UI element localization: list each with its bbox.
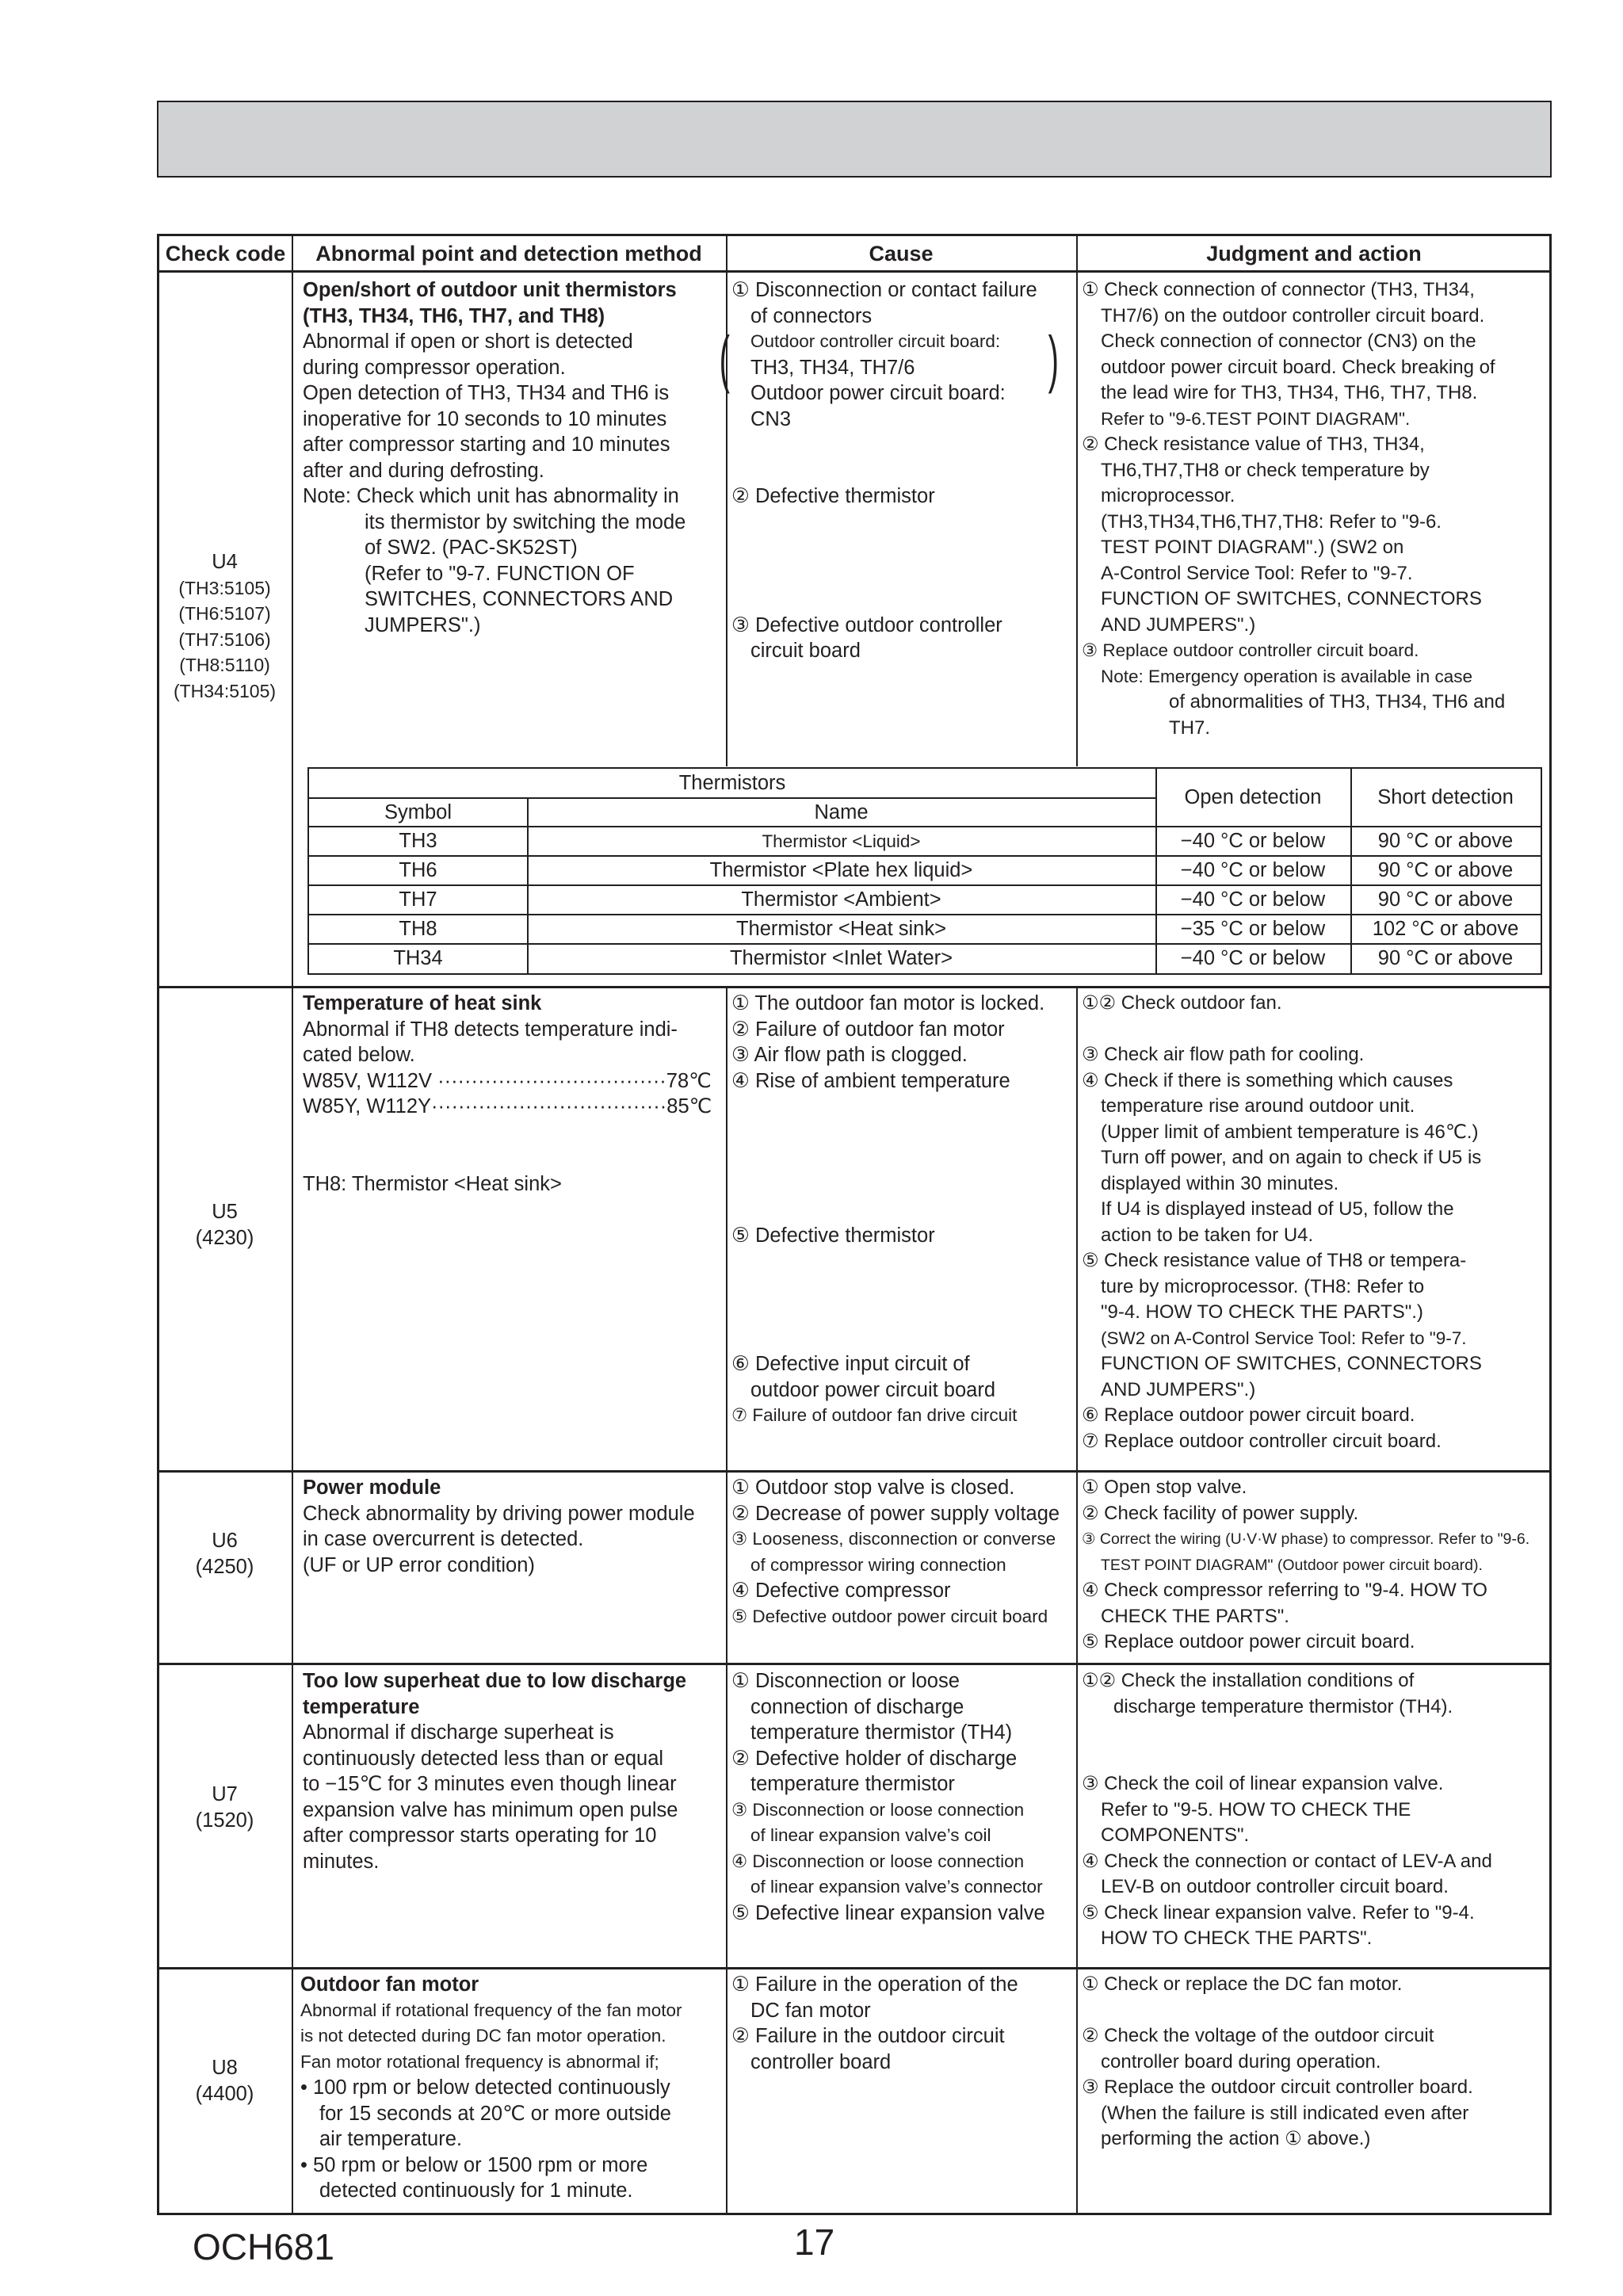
u7-check-code: U7 (1520) — [195, 1783, 254, 1832]
thermistors-group-header: Thermistors — [678, 772, 786, 794]
u8-judgment: ① Check or replace the DC fan motor. ② Check the voltage of the outdoor circuit controller board during operation. ③ Replace the outdoor circuit controller board. (When the failure is still indicated even after performing the action ① above.) — [1082, 1973, 1473, 2149]
col-divider — [726, 988, 727, 2215]
u6-check-code: U6 (4250) — [195, 1530, 254, 1578]
u4-abnormal: Open/short of outdoor unit thermistors (TH3, TH34, TH6, TH7, and TH8) Abnormal if open or short is detected during compressor operation. Open detection of TH3, TH34 and TH6 is inoperative for 10 seconds to 10 minutes after compressor starting and 10 minutes after and during defrosting. Note: Check which unit has abnormality in its thermistor by switching the mode of SW2. (PAC-SK52ST) (Refer to "9-7. FUNCTION OF SWITCHES, CONNECTORS AND JUMPERS".) — [303, 279, 686, 636]
u5-abnormal: Temperature of heat sink Abnormal if TH8 detects temperature indi- cated below. W85V, W112V ··································78℃ W85Y, W112Y···································85℃ TH8: Thermistor <Heat sink> — [303, 992, 712, 1195]
section-title-band — [157, 101, 1552, 178]
u4-judgment: ① Check connection of connector (TH3, TH34, TH7/6) on the outdoor controller circuit board. Check connection of connector (CN3) on the outdoor power circuit board. Check breaking of the lead wire for TH3, TH34, TH6, TH7, TH8. Refer to "9-6.TEST POINT DIAGRAM". ② Check resistance value of TH3, TH34, TH6,TH7,TH8 or check temperature by microprocessor. (TH3,TH34,TH6,TH7,TH8: Refer to "9-6. TEST POINT DIAGRAM".) (SW2 on A-Control Service Tool: Refer to "9-7. FUNCTION OF SWITCHES, CONNECTORS AND JUMPERS".) ③ Replace outdoor controller circuit board. Note: Emergency operation is available in case of abnormalities of TH3, TH34, TH6 and TH7. — [1082, 279, 1506, 739]
u8-check-code: U8 (4400) — [195, 2057, 254, 2105]
u5-judgment: ①② Check outdoor fan. ③ Check air flow path for cooling. ④ Check if there is something which causes temperature rise around outdoor unit. (Upper limit of ambient temperature is 46℃.) Turn off power, and on again to check if U5 is displayed within 30 minutes. If U4 is displayed instead of U5, follow the action to be taken for U4. ⑤ Check resistance value of TH8 or tempera- ture by microprocessor. (TH8: Refer to "9-4. HOW TO CHECK THE PARTS".) (SW2 on A-Control Service Tool: Refer to "9-7. FUNCTION OF SWITCHES, CONNECTORS AND JUMPERS".) ⑥ Replace outdoor power circuit board. ⑦ Replace outdoor controller circuit board. — [1082, 992, 1482, 1452]
short-detection-header: Short detection — [1377, 786, 1514, 808]
document-code: OCH681 — [193, 2226, 334, 2267]
row-divider — [159, 1470, 1549, 1473]
bracket-right: ) — [1048, 323, 1059, 394]
u7-abnormal: Too low superheat due to low discharge temperature Abnormal if discharge superheat is continuously detected less than or equal to −15℃ for 3 minutes even though linear expansion valve has minimum open pulse after compressor starts operating for 10 minutes. — [303, 1670, 687, 1873]
symbol-header: Symbol — [384, 801, 453, 823]
u8-abnormal: Outdoor fan motor Abnormal if rotational frequency of the fan motor is not detected during DC fan motor operation. Fan motor rotational frequency is abnormal if; • 100 rpm or below detected continuously for 15 seconds at 20℃ or more outside air temperature. • 50 rpm or below or 1500 rpm or more detected continuously for 1 minute. — [300, 1973, 682, 2202]
u6-abnormal: Power module Check abnormality by driving power module in case overcurrent is detected. (UF or UP error condition) — [303, 1477, 695, 1576]
u6-cause: ① Outdoor stop valve is closed. ② Decrease of power supply voltage ③ Looseness, disconnection or converse of compressor wiring connection ④ Defective compressor ⑤ Defective outdoor power circuit board — [731, 1477, 1060, 1626]
row-divider — [159, 986, 1549, 988]
bracket-left: ( — [719, 323, 730, 394]
col-divider — [1076, 988, 1078, 2215]
thermistor-table: Thermistors Symbol Name Open detection Short detection TH3 Thermistor <Liquid> −40 °C or below 90 °C or above TH6 Thermistor <Plate hex liquid> −40 °C or below 90 °C or above TH7 Thermistor <Ambient> −40 °C or below 90 °C or above TH8 Thermistor <Heat sink> −35 °C or below 102 °C or above TH34 Thermistor <Inlet Water> −40 °C or below 90 °C or above — [307, 767, 1542, 975]
u5-check-code: U5 (4230) — [195, 1201, 254, 1249]
header-check-code: Check code — [165, 242, 286, 266]
header-cause: Cause — [869, 242, 934, 266]
header-abnormal: Abnormal point and detection method — [315, 242, 702, 266]
page-number: 17 — [794, 2222, 835, 2263]
row-divider — [159, 270, 1549, 273]
open-detection-header: Open detection — [1184, 786, 1322, 808]
row-divider — [159, 1663, 1549, 1665]
u5-cause: ① The outdoor fan motor is locked. ② Failure of outdoor fan motor ③ Air flow path is clogged. ④ Rise of ambient temperature ⑤ Defective thermistor ⑥ Defective input circuit of outdoor power circuit board ⑦ Failure of outdoor fan drive circuit — [731, 992, 1045, 1425]
u7-cause: ① Disconnection or loose connection of discharge temperature thermistor (TH4) ② Defective holder of discharge temperature thermistor ③ Disconnection or loose connection of linear expansion valve’s coil ④ Disconnection or loose connection of linear expansion valve’s connector ⑤ Defective linear expansion valve — [731, 1670, 1045, 1924]
col-divider — [292, 236, 293, 2215]
name-header: Name — [814, 801, 869, 823]
header-judgment: Judgment and action — [1206, 242, 1422, 266]
u6-judgment: ① Open stop valve. ② Check facility of power supply. ③ Correct the wiring (U·V·W phase) to compressor. Refer to "9-6. TEST POINT DIAGRAM" (Outdoor power circuit board). ④ Check compressor referring to "9-4. HOW TO CHECK THE PARTS". ⑤ Replace outdoor power circuit board. — [1082, 1477, 1530, 1652]
u4-check-code: U4 (TH3:5105) (TH6:5107) (TH7:5106) (TH8:5110) (TH34:5105) — [173, 551, 277, 701]
row-divider — [159, 1967, 1549, 1969]
u4-cause: ① Disconnection or contact failure of connectors Outdoor controller circuit board: TH3, TH34, TH7/6 Outdoor power circuit board: CN3 ② Defective thermistor ③ Defective outdoor controller circuit board — [731, 279, 1037, 662]
col-divider — [726, 236, 727, 271]
u7-judgment: ①② Check the installation conditions of discharge temperature thermistor (TH4). ③ Check the coil of linear expansion valve. Refer to "9-5. HOW TO CHECK THE COMPONENTS". ④ Check the connection or contact of LEV-A and LEV-B on outdoor controller circuit board. ⑤ Check linear expansion valve. Refer to "9-4. HOW TO CHECK THE PARTS". — [1082, 1670, 1492, 1949]
col-divider — [1076, 236, 1078, 766]
check-code-table — [157, 234, 1552, 2215]
u8-cause: ① Failure in the operation of the DC fan motor ② Failure in the outdoor circuit controller board — [731, 1973, 1018, 2073]
